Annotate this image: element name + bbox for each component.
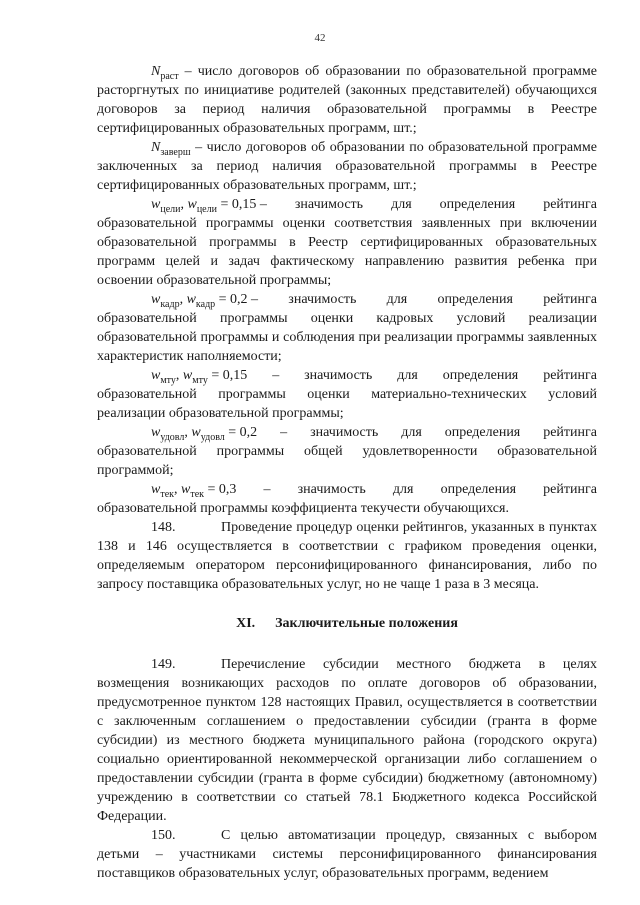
- paragraph-text: Перечисление субсидии местного бюджета в целях возмещения возникающих расходов по оплате договоров об образовании, предусмотренное пунктом 128 настоящих Правил, осуществляется в соответствии с заключенным соглашением о предоставлении субсидии (гранта в форме субсидии) из местного бюджета муниципального района (городского округа) социально ориентированной некоммерческой организации либо соглашением о предоставлении субсидии (гранта в форме субсидии) бюджетному (автономному) учреждению в соответствии со статьей 78.1 Бюджетного кодекса Российской Федерации.: [97, 657, 597, 824]
- weight-line-celi: $w_{цели}$, $w_{цели} = 0,15$ – значимость для определения рейтинга: [151, 197, 597, 215]
- weight-formula: $w_{удовл}$, $w_{удовл} = 0,2$: [151, 425, 258, 443]
- page-number: 42: [314, 32, 326, 44]
- symbol-n: $N_{заверш}$: [151, 140, 191, 158]
- weight-line-mtu: $w_{мту}$, $w_{мту} = 0,15$ – значимость для определения рейтинга: [151, 368, 597, 386]
- definition-n-zaversh: [97, 138, 597, 195]
- weight-line-udovl: $w_{удовл}$, $w_{удовл} = 0,2$ – значимость для определения рейтинга: [151, 425, 597, 443]
- paragraph-text: С целью автоматизации процедур, связанных с выбором детьми – участниками системы персонифицированного финансирования поставщиков образовательных услуг, образовательных программ, ведением: [97, 828, 597, 881]
- paragraph-150: [97, 826, 597, 883]
- weight-line-kadr: $w_{кадр}$, $w_{кадр} = 0,2$ – значимость для определения рейтинга: [151, 292, 597, 310]
- definition-text: – число договоров об образовании по образовательной программе заключенных за период наличия образовательной программы в Реестре сертифицированных образовательных программ, шт.;: [97, 140, 597, 193]
- weight-formula: $w_{мту}$, $w_{мту} = 0,15$: [151, 368, 248, 386]
- paragraph-149: [97, 655, 597, 826]
- definition-text-kadr: образовательной программы оценки кадровых условий реализации образовательной программы и соблюдения при реализации программы заявленных характеристик наполняемости;: [97, 311, 597, 364]
- paragraph-number: 149.: [151, 657, 176, 672]
- section-number: XI.: [236, 616, 256, 631]
- paragraph-text: Проведение процедур оценки рейтингов, указанных в пунктах 138 и 146 осуществляется в соответствии с графиком проведения оценки, определяемым оператором персонифицированного финансирования, либо по запросу поставщика образовательных услуг, но не чаще 1 раза в 3 месяца.: [97, 520, 597, 592]
- definition-n-rast: [97, 62, 597, 138]
- section-heading: [97, 614, 597, 633]
- definition-text-tek: образовательной программы коэффициента текучести обучающихся.: [97, 501, 509, 516]
- document-body: [97, 62, 597, 883]
- definition-text-celi: образовательной программы оценки соответствия заявленных при включении образовательной программы в Реестр сертифицированных образовательных программ целей и задач фактическому направлению развития ребенка при освоении образовательной программы;: [97, 216, 597, 288]
- weight-formula: $w_{тек}$, $w_{тек} = 0,3$: [151, 482, 237, 500]
- definition-text-udovl: образовательной программы общей удовлетворенности образовательной программой;: [97, 444, 597, 478]
- section-title: Заключительные положения: [275, 616, 458, 631]
- weight-formula: $w_{кадр}$, $w_{кадр} = 0,2$ –: [151, 292, 259, 310]
- definition-text: – число договоров об образовании по образовательной программе расторгнутых по инициативе родителей (законных представителей) обучающихся договоров за период наличия образовательной программы в Реестре сертифицированных образовательных программ, шт.;: [97, 64, 597, 136]
- paragraph-148: [97, 518, 597, 594]
- paragraph-number: 148.: [151, 520, 176, 535]
- definition-text-mtu: образовательной программы оценки материально-технических условий реализации образовательной программы;: [97, 387, 597, 421]
- paragraph-number: 150.: [151, 828, 176, 843]
- weight-line-tek: $w_{тек}$, $w_{тек} = 0,3$ – значимость для определения рейтинга: [151, 482, 597, 500]
- symbol-n: $N_{раст}$: [151, 64, 179, 82]
- weight-formula: $w_{цели}$, $w_{цели} = 0,15$ –: [151, 197, 267, 215]
